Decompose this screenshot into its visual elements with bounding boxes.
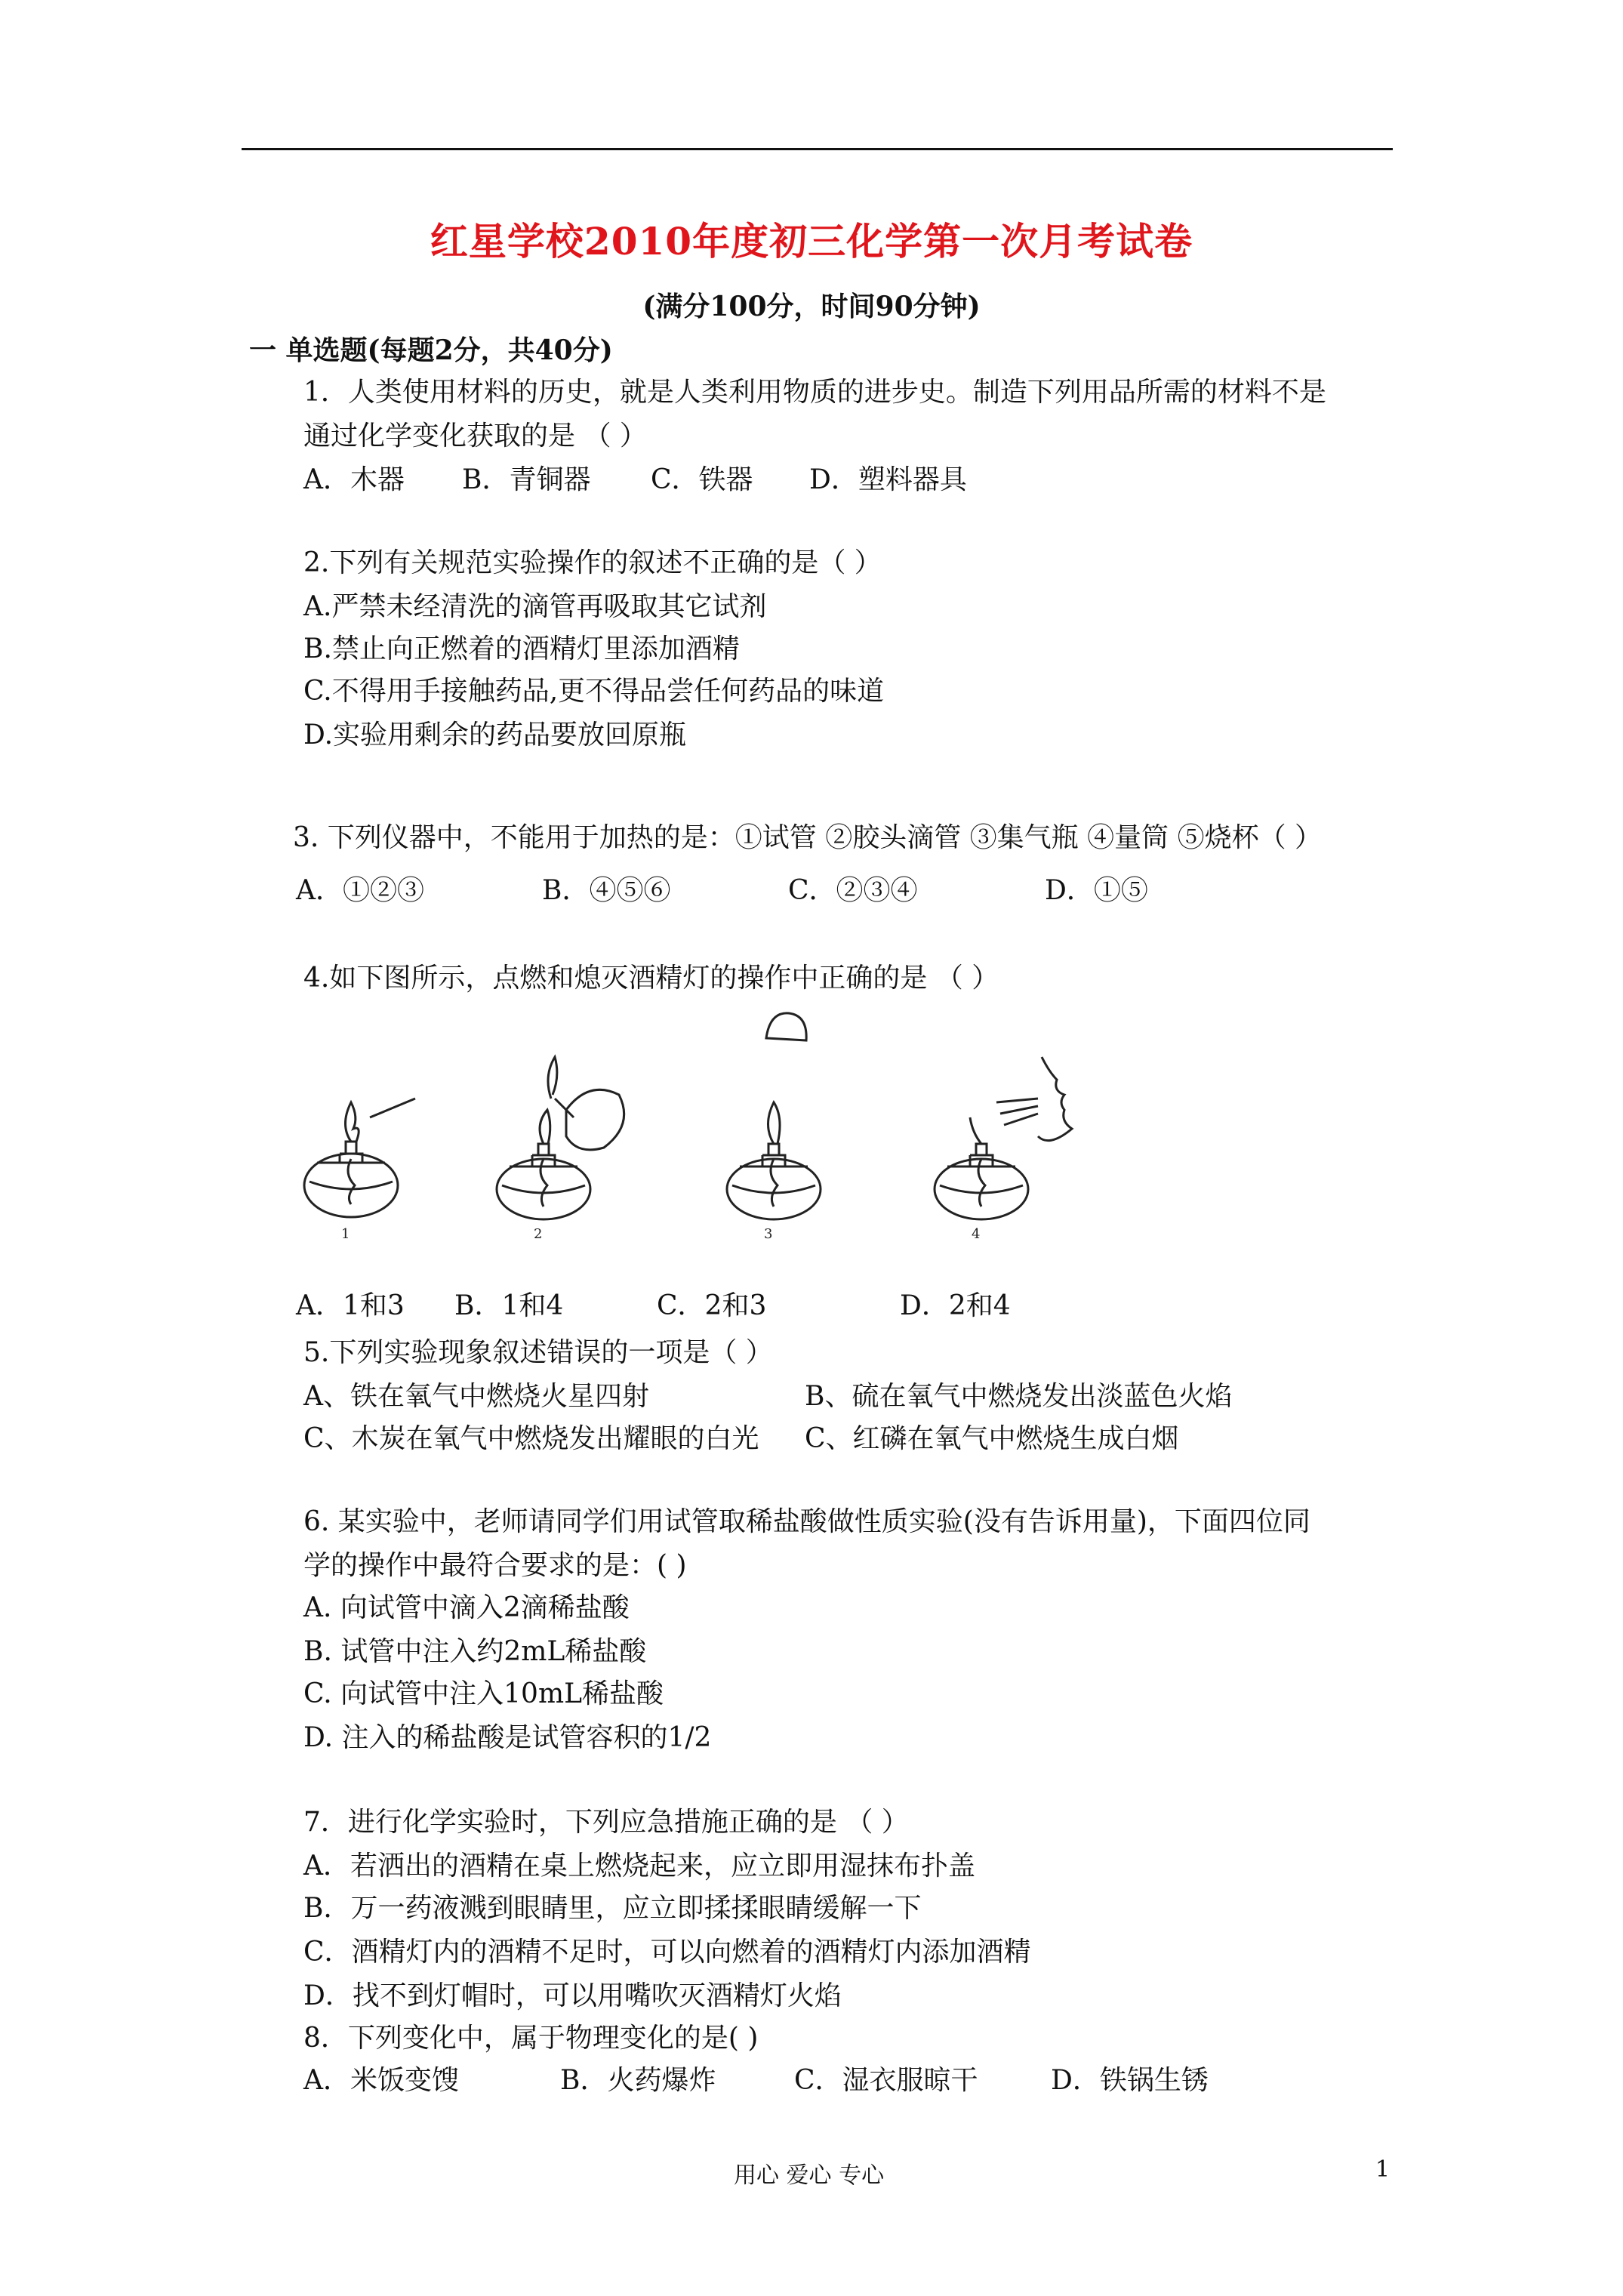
- q4-option-d: D．2和4: [900, 1290, 1011, 1321]
- q2-option-a: A.严禁未经清洗的滴管再吸取其它试剂: [303, 591, 767, 622]
- q8-option-c: C．湿衣服晾干: [794, 2065, 978, 2096]
- q1-stem-line1: 1．人类使用材料的历史，就是人类利用物质的进步史。制造下列用品所需的材料不是: [303, 377, 1326, 408]
- q3-option-b: B．④⑤⑥: [542, 875, 671, 906]
- q4-option-a: A．1和3: [296, 1290, 405, 1321]
- exam-subtitle: (满分100分，时间90分钟): [642, 291, 981, 322]
- q4-option-b: B．1和4: [454, 1290, 564, 1321]
- q4-option-c: C．2和3: [657, 1290, 767, 1321]
- q8-stem: 8．下列变化中，属于物理变化的是( ): [303, 2023, 759, 2054]
- page-number: 1: [1375, 2156, 1390, 2183]
- q3-option-c: C．②③④: [788, 875, 918, 906]
- q8-option-b: B．火药爆炸: [560, 2065, 716, 2096]
- lamp-1-illustration: [304, 1099, 415, 1217]
- footer-motto: 用心 爱心 专心: [734, 2162, 885, 2189]
- q6-option-b: B. 试管中注入约2mL稀盐酸: [303, 1636, 647, 1667]
- lamp-4-illustration: [935, 1057, 1072, 1219]
- q5-option-a: A、铁在氧气中燃烧火星四射: [303, 1381, 649, 1412]
- q5-option-c: C、木炭在氧气中燃烧发出耀眼的白光: [303, 1423, 759, 1454]
- q5-option-c2: C、红磷在氧气中燃烧生成白烟: [805, 1423, 1179, 1454]
- q5-option-b: B、硫在氧气中燃烧发出淡蓝色火焰: [805, 1381, 1233, 1412]
- q1-option-b: B．青铜器: [462, 464, 591, 495]
- q1-stem-line2: 通过化学变化获取的是 （ ）: [303, 421, 647, 451]
- lamp-3-illustration: [727, 1013, 821, 1219]
- q2-option-b: B.禁止向正燃着的酒精灯里添加酒精: [303, 633, 740, 664]
- q3-stem: 3. 下列仪器中，不能用于加热的是：①试管 ②胶头滴管 ③集气瓶 ④量筒 ⑤烧杯（ ）: [293, 822, 1323, 853]
- q1-option-d: D．塑料器具: [809, 464, 967, 495]
- q7-option-d: D．找不到灯帽时，可以用嘴吹灭酒精灯火焰: [303, 1980, 842, 2011]
- q5-stem: 5.下列实验现象叙述错误的一项是（ ）: [303, 1337, 773, 1368]
- q2-option-c: C.不得用手接触药品,更不得品尝任何药品的味道: [303, 676, 885, 707]
- q4-stem: 4.如下图所示，点燃和熄灭酒精灯的操作中正确的是 （ ）: [303, 963, 999, 994]
- q6-stem-line2: 学的操作中最符合要求的是：( ): [303, 1550, 687, 1581]
- figure-label-1: 1: [341, 1226, 350, 1242]
- header-rule: [242, 148, 1393, 150]
- q2-option-d: D.实验用剩余的药品要放回原瓶: [303, 720, 687, 750]
- q7-stem: 7．进行化学实验时，下列应急措施正确的是 （ ）: [303, 1807, 909, 1838]
- figure-label-4: 4: [972, 1226, 981, 1242]
- q6-option-a: A. 向试管中滴入2滴稀盐酸: [303, 1592, 630, 1623]
- alcohol-lamp-figure: [287, 1004, 1102, 1253]
- section-heading: 一 单选题(每题2分，共40分): [249, 334, 613, 366]
- q7-option-c: C．酒精灯内的酒精不足时，可以向燃着的酒精灯内添加酒精: [303, 1937, 1031, 1968]
- q8-option-a: A．米饭变馊: [303, 2065, 459, 2096]
- figure-label-3: 3: [764, 1226, 773, 1242]
- lamp-2-illustration: [497, 1057, 624, 1219]
- q1-option-c: C．铁器: [651, 464, 753, 495]
- q2-stem: 2.下列有关规范实验操作的叙述不正确的是（ ）: [303, 547, 882, 578]
- q6-option-c: C. 向试管中注入10mL稀盐酸: [303, 1678, 664, 1709]
- q6-stem-line1: 6. 某实验中，老师请同学们用试管取稀盐酸做性质实验(没有告诉用量)，下面四位同: [303, 1506, 1310, 1537]
- q3-option-d: D．①⑤: [1045, 875, 1148, 906]
- q8-option-d: D．铁锅生锈: [1051, 2065, 1209, 2096]
- q6-option-d: D. 注入的稀盐酸是试管容积的1/2: [303, 1722, 712, 1753]
- figure-label-2: 2: [534, 1226, 543, 1242]
- exam-title: 红星学校2010年度初三化学第一次月考试卷: [430, 219, 1193, 264]
- q7-option-b: B．万一药液溅到眼睛里，应立即揉揉眼睛缓解一下: [303, 1893, 922, 1924]
- q7-option-a: A．若洒出的酒精在桌上燃烧起来，应立即用湿抹布扑盖: [303, 1851, 975, 1881]
- q1-option-a: A．木器: [303, 464, 405, 495]
- q3-option-a: A．①②③: [296, 875, 424, 906]
